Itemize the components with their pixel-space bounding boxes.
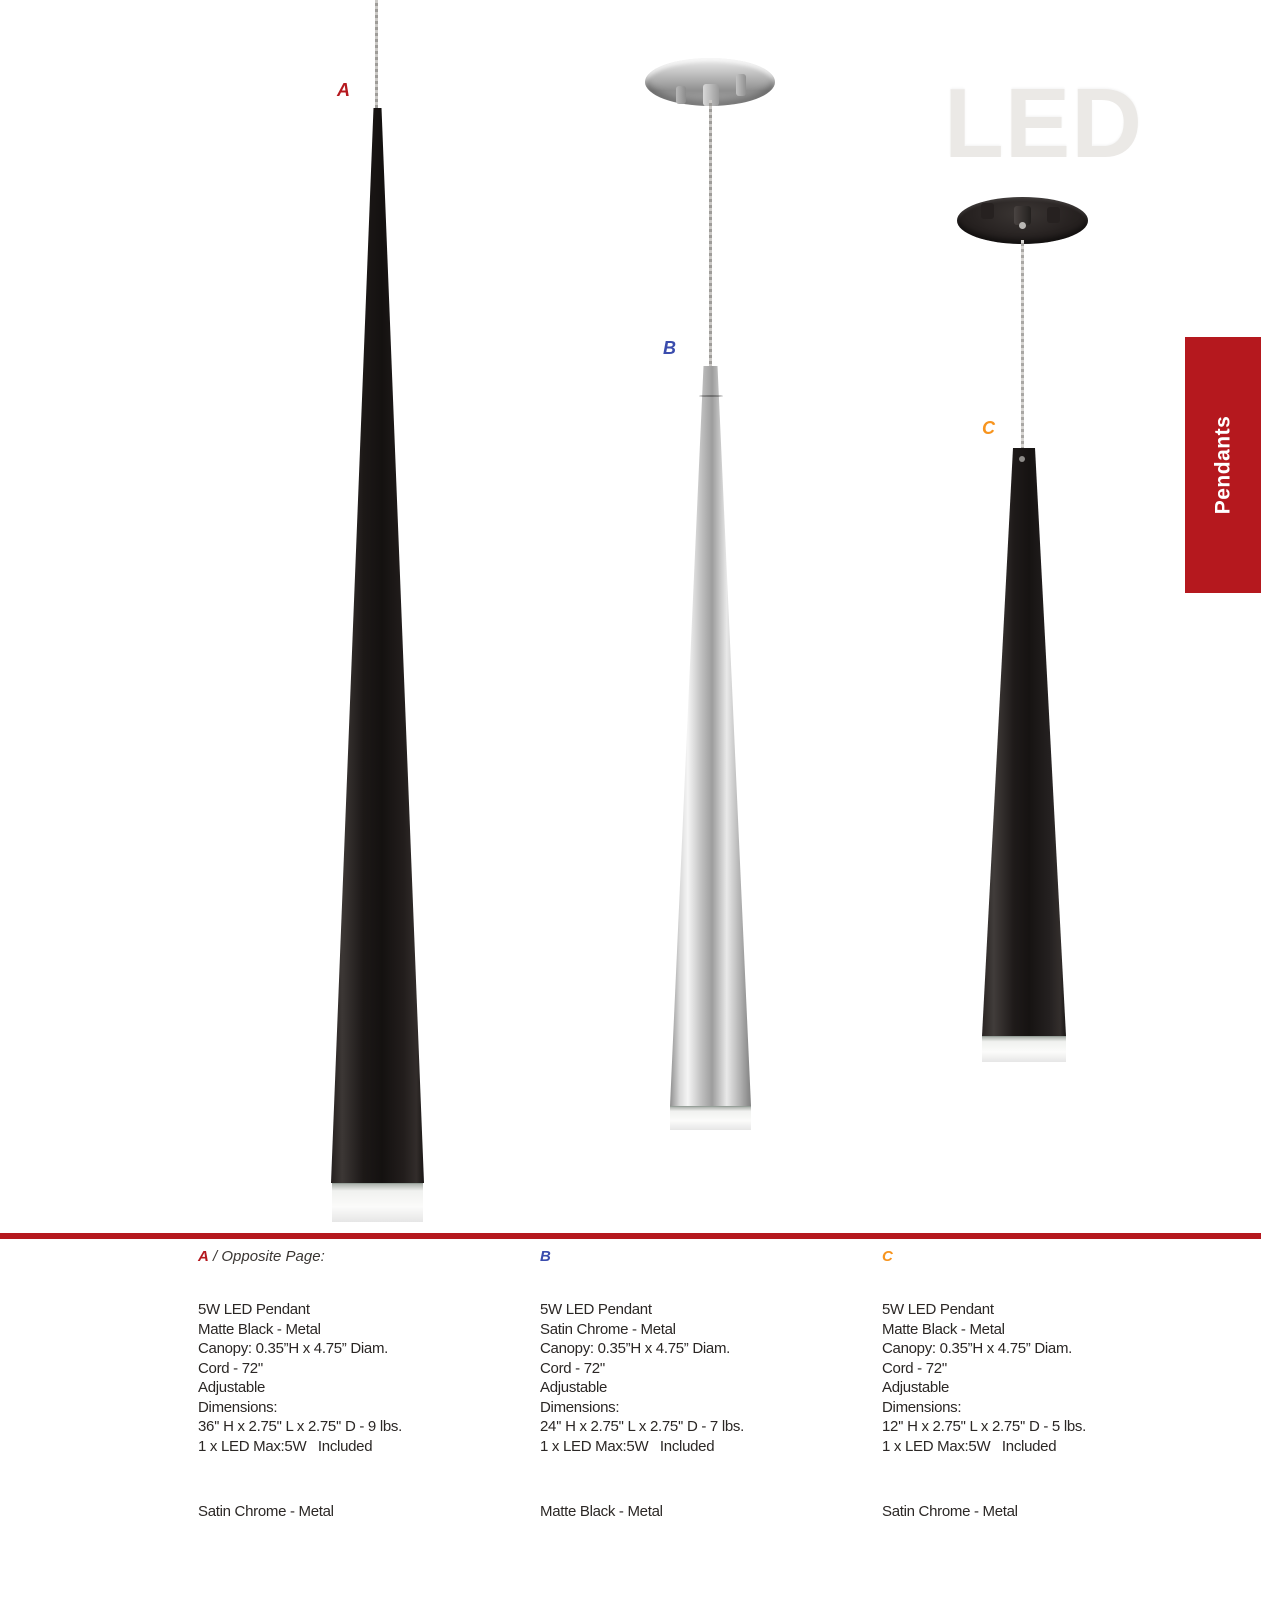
pendant-c-cord bbox=[1021, 240, 1024, 452]
pendant-c-cone-screw bbox=[1019, 456, 1025, 462]
spec-line: 36'' H x 2.75'' L x 2.75'' D - 9 lbs. bbox=[198, 1418, 402, 1435]
spec-line: 5W LED Pendant bbox=[882, 1301, 994, 1318]
spec-line: 1 x LED Max:5W Included bbox=[882, 1437, 1057, 1455]
pendant-c-diffuser-ring bbox=[982, 1036, 1066, 1062]
pendant-b-diffuser-ring bbox=[670, 1106, 751, 1130]
spec-line: Canopy: 0.35”H x 4.75” Diam. bbox=[198, 1340, 389, 1357]
spec-header-b bbox=[540, 1248, 870, 1267]
spec-header-c bbox=[882, 1248, 1212, 1267]
pendant-c-label: C bbox=[982, 418, 995, 438]
alt-finish-b: Matte Black - Metal bbox=[540, 1503, 663, 1520]
pendant-c-cone bbox=[982, 448, 1066, 1036]
spec-line: Dimensions: bbox=[882, 1398, 962, 1416]
pendant-a-cone bbox=[331, 108, 424, 1183]
spec-line: Matte Black - Metal bbox=[198, 1320, 321, 1338]
pendant-c-canopy-standoff bbox=[981, 203, 994, 219]
spec-line: Adjustable bbox=[540, 1379, 608, 1396]
alt-finish-a: Satin Chrome - Metal bbox=[198, 1503, 334, 1520]
spec-line: 24'' H x 2.75'' L x 2.75'' D - 7 lbs. bbox=[540, 1418, 744, 1435]
spec-column-c bbox=[882, 1248, 1212, 1522]
spec-line: Matte Black - Metal bbox=[882, 1320, 1005, 1338]
spec-line: Cord - 72" bbox=[882, 1359, 947, 1377]
spec-body-a bbox=[198, 1300, 528, 1456]
spec-line: Cord - 72" bbox=[198, 1359, 263, 1377]
spec-line: 12'' H x 2.75'' L x 2.75'' D - 5 lbs. bbox=[882, 1418, 1086, 1435]
spec-line: Canopy: 0.35”H x 4.75” Diam. bbox=[882, 1340, 1073, 1357]
spec-column-a bbox=[198, 1248, 528, 1522]
spec-line: Adjustable bbox=[882, 1379, 950, 1396]
spec-column-b bbox=[540, 1248, 870, 1522]
spec-line: Satin Chrome - Metal bbox=[540, 1320, 676, 1338]
pendant-b-label: B bbox=[663, 338, 676, 358]
pendant-b-canopy-standoff bbox=[736, 74, 746, 96]
pendants-category-tab bbox=[1185, 337, 1261, 593]
spec-header-b-letter: B bbox=[540, 1248, 551, 1265]
spec-line: 5W LED Pendant bbox=[198, 1301, 310, 1318]
spec-line: 1 x LED Max:5W Included bbox=[198, 1437, 373, 1455]
spec-header-a-note: / Opposite Page: bbox=[208, 1248, 325, 1265]
pendant-b-canopy-standoff bbox=[676, 86, 686, 104]
spec-line: Dimensions: bbox=[198, 1398, 278, 1416]
spec-header-c-letter: C bbox=[882, 1248, 893, 1265]
pendant-a-label: A bbox=[337, 80, 350, 100]
spec-line: 5W LED Pendant bbox=[540, 1301, 652, 1318]
spec-line: 1 x LED Max:5W Included bbox=[540, 1437, 715, 1455]
pendant-a-cord bbox=[375, 0, 378, 112]
spec-line: Adjustable bbox=[198, 1379, 266, 1396]
alt-finish-c: Satin Chrome - Metal bbox=[882, 1503, 1018, 1520]
pendant-b-cord bbox=[709, 100, 712, 370]
spec-line: Dimensions: bbox=[540, 1398, 620, 1416]
spec-header-a bbox=[198, 1248, 528, 1267]
spec-line: Canopy: 0.35”H x 4.75” Diam. bbox=[540, 1340, 731, 1357]
pendant-c-canopy-screw bbox=[1019, 222, 1026, 229]
led-watermark-text: LED bbox=[944, 68, 1143, 178]
spec-header-a-letter: A bbox=[198, 1248, 209, 1265]
spec-line: Cord - 72" bbox=[540, 1359, 605, 1377]
spec-body-c bbox=[882, 1300, 1212, 1456]
pendant-b-cone-seam bbox=[699, 395, 723, 397]
pendant-a-diffuser-ring bbox=[332, 1183, 423, 1222]
pendants-tab-label: Pendants bbox=[1211, 415, 1234, 515]
pendant-b-cone bbox=[670, 366, 751, 1106]
divider-rule bbox=[0, 1233, 1261, 1239]
spec-body-b bbox=[540, 1300, 870, 1456]
pendant-c-canopy-standoff bbox=[1047, 207, 1060, 223]
